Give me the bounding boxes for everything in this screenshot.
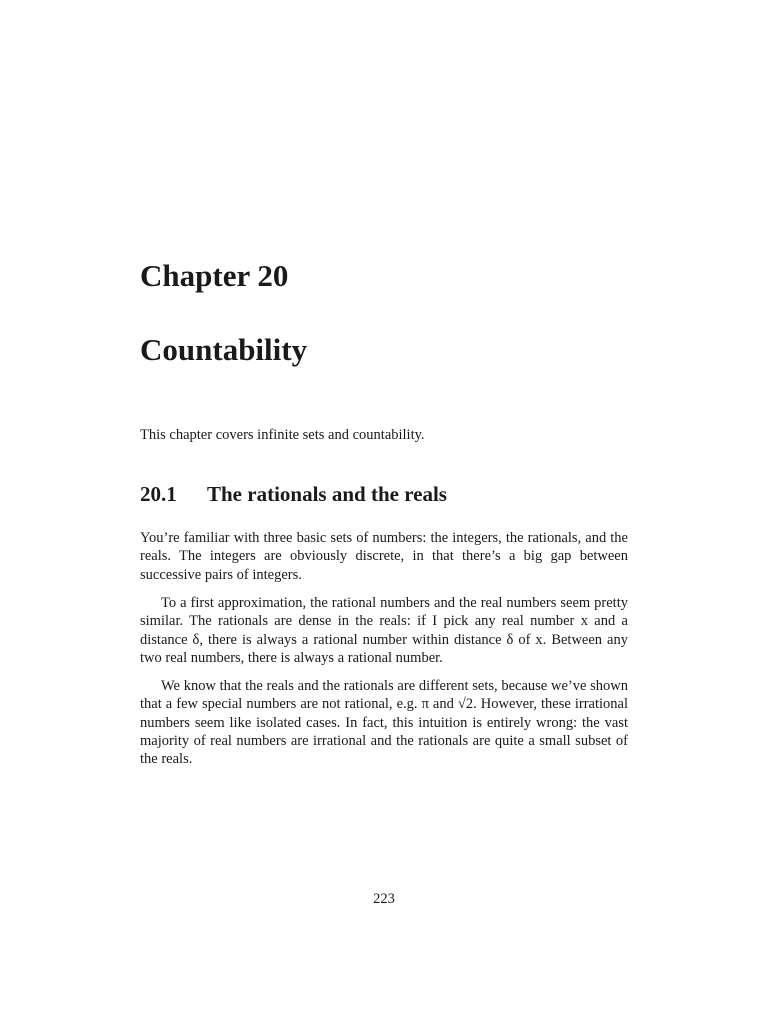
paragraph: You’re familiar with three basic sets of numbers: the integers, the rationals, and the reals. The integers are obviously discrete, in that there’s a big gap between successive pairs of integers. [140, 530, 628, 583]
chapter-title: Countability [140, 332, 308, 367]
section-heading [140, 481, 447, 507]
paragraph: To a first approximation, the rational numbers and the real numbers seem pretty similar. The rationals are dense in the reals: if I pick any real number x and a distance δ, there is always a rational number within distance δ of x. Between any two real numbers, there is always a rational number. [140, 594, 628, 666]
chapter-label: Chapter 20 [140, 258, 289, 293]
section-body [140, 529, 628, 778]
paragraph: We know that the reals and the rationals are different sets, because we’ve shown that a few special numbers are not rational, e.g. π and √2. However, these irrational numbers seem like isolated cases. In fact, this intuition is entirely wrong: the vast majority of real numbers are irrational and the rationals are quite a small subset of the reals. [140, 677, 628, 768]
chapter-intro: This chapter covers infinite sets and countability. [140, 427, 425, 443]
section-number: 20.1 [140, 482, 177, 506]
page-number: 223 [373, 891, 395, 907]
section-title: The rationals and the reals [207, 482, 447, 506]
